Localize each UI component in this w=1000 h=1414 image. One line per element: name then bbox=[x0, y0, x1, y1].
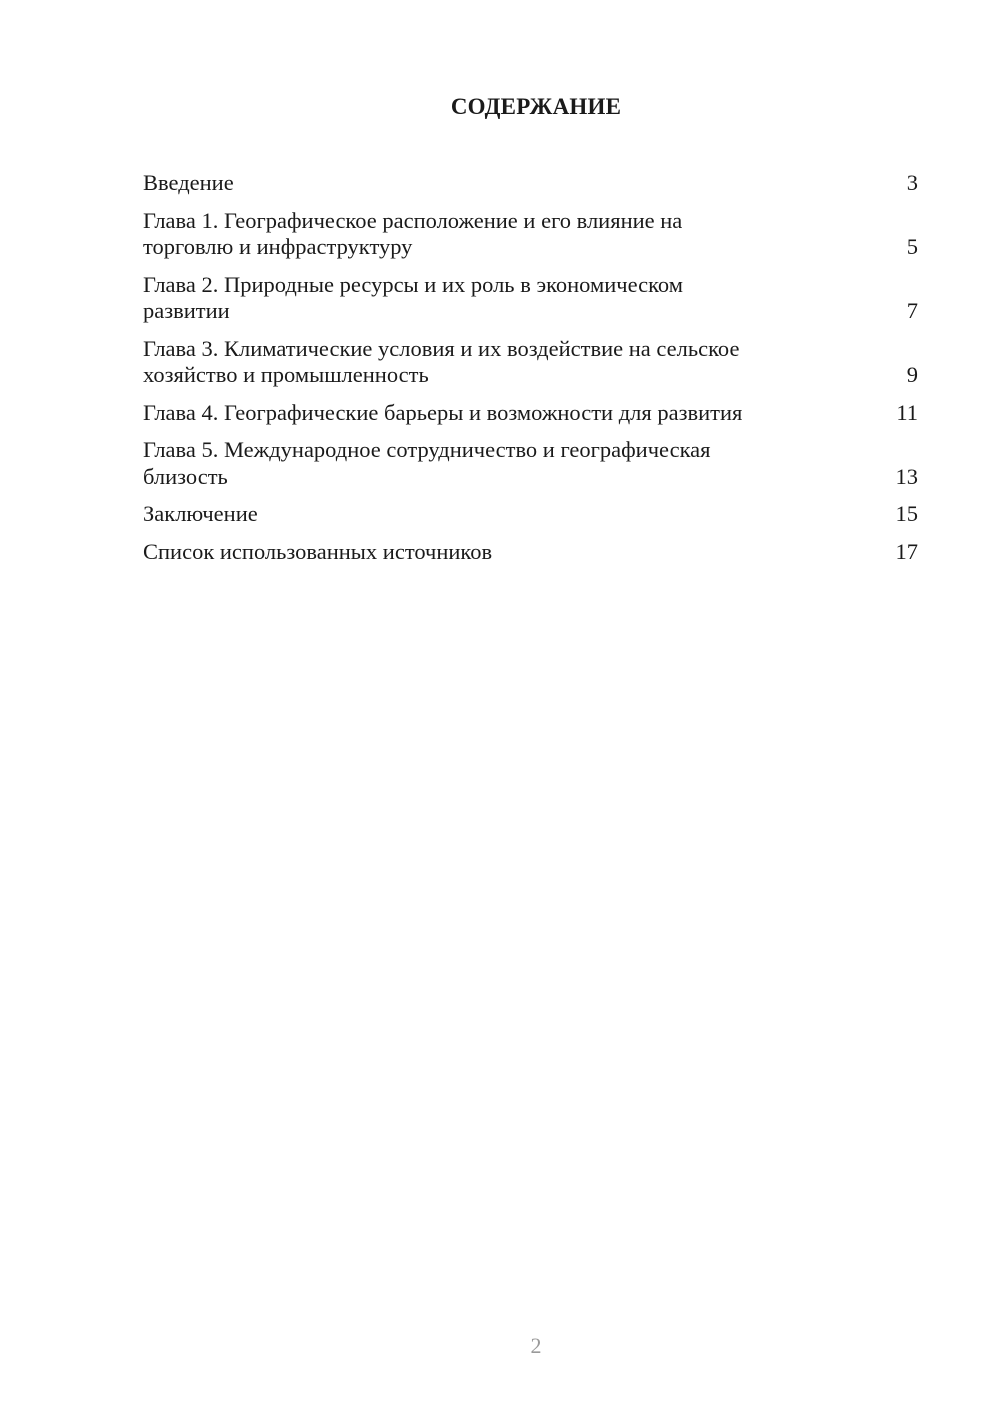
toc-entry-page-number: 15 bbox=[895, 501, 918, 526]
toc-title: СОДЕРЖАНИЕ bbox=[450, 94, 622, 119]
toc-entry-line: близость bbox=[143, 463, 228, 489]
toc-entry-title bbox=[143, 400, 896, 427]
toc-entry-chapter-1 bbox=[143, 208, 918, 261]
toc-entry-references bbox=[143, 539, 918, 566]
toc-entry-page-number: 11 bbox=[896, 399, 918, 425]
toc-entry-title bbox=[143, 336, 907, 389]
toc-entry-chapter-5 bbox=[143, 437, 918, 490]
toc-entry-line: торговлю и инфраструктуру bbox=[143, 234, 413, 259]
toc-entry-title bbox=[143, 501, 896, 528]
toc-entry-chapter-3 bbox=[143, 336, 918, 389]
toc-entry-page-number: 13 bbox=[895, 463, 918, 489]
toc-entry-line: Заключение bbox=[143, 501, 258, 526]
toc-entry-page-number: 9 bbox=[906, 362, 918, 387]
toc-entry-page-number: 17 bbox=[895, 538, 918, 564]
toc-entry-title bbox=[143, 539, 896, 566]
toc-entry-page-number: 3 bbox=[906, 170, 918, 195]
toc-entry-line: Введение bbox=[143, 170, 234, 195]
toc-entry-line: Глава 4. Географические барьеры и возможности для развития bbox=[143, 399, 743, 425]
toc-entry-line: Глава 3. Климатические условия и их воздействие на сельское bbox=[143, 335, 740, 361]
toc-entry-chapter-2 bbox=[143, 272, 918, 325]
toc-entry-line: Глава 5. Международное сотрудничество и географическая bbox=[143, 437, 711, 462]
toc-entry-line: Глава 2. Природные ресурсы и их роль в экономическом bbox=[143, 271, 683, 297]
toc-entry-conclusion bbox=[143, 501, 918, 528]
toc-entry-introduction bbox=[143, 170, 918, 197]
toc-entry-title bbox=[143, 170, 907, 197]
toc-entry-page-number: 5 bbox=[906, 234, 918, 259]
toc-entry-chapter-4 bbox=[143, 400, 918, 427]
page-number: 2 bbox=[530, 1333, 542, 1358]
toc-entry-line: Глава 1. Географическое расположение и его влияние на bbox=[143, 207, 683, 233]
toc-entry-line: хозяйство и промышленность bbox=[143, 362, 429, 387]
toc-entry-title bbox=[143, 272, 907, 325]
toc-entry-line: Список использованных источников bbox=[143, 538, 493, 564]
toc-entry-title bbox=[143, 437, 896, 490]
toc-entry-line: развитии bbox=[143, 298, 230, 323]
toc-entry-page-number: 7 bbox=[906, 298, 918, 323]
toc-entry-title bbox=[143, 208, 907, 261]
table-of-contents bbox=[143, 170, 918, 576]
